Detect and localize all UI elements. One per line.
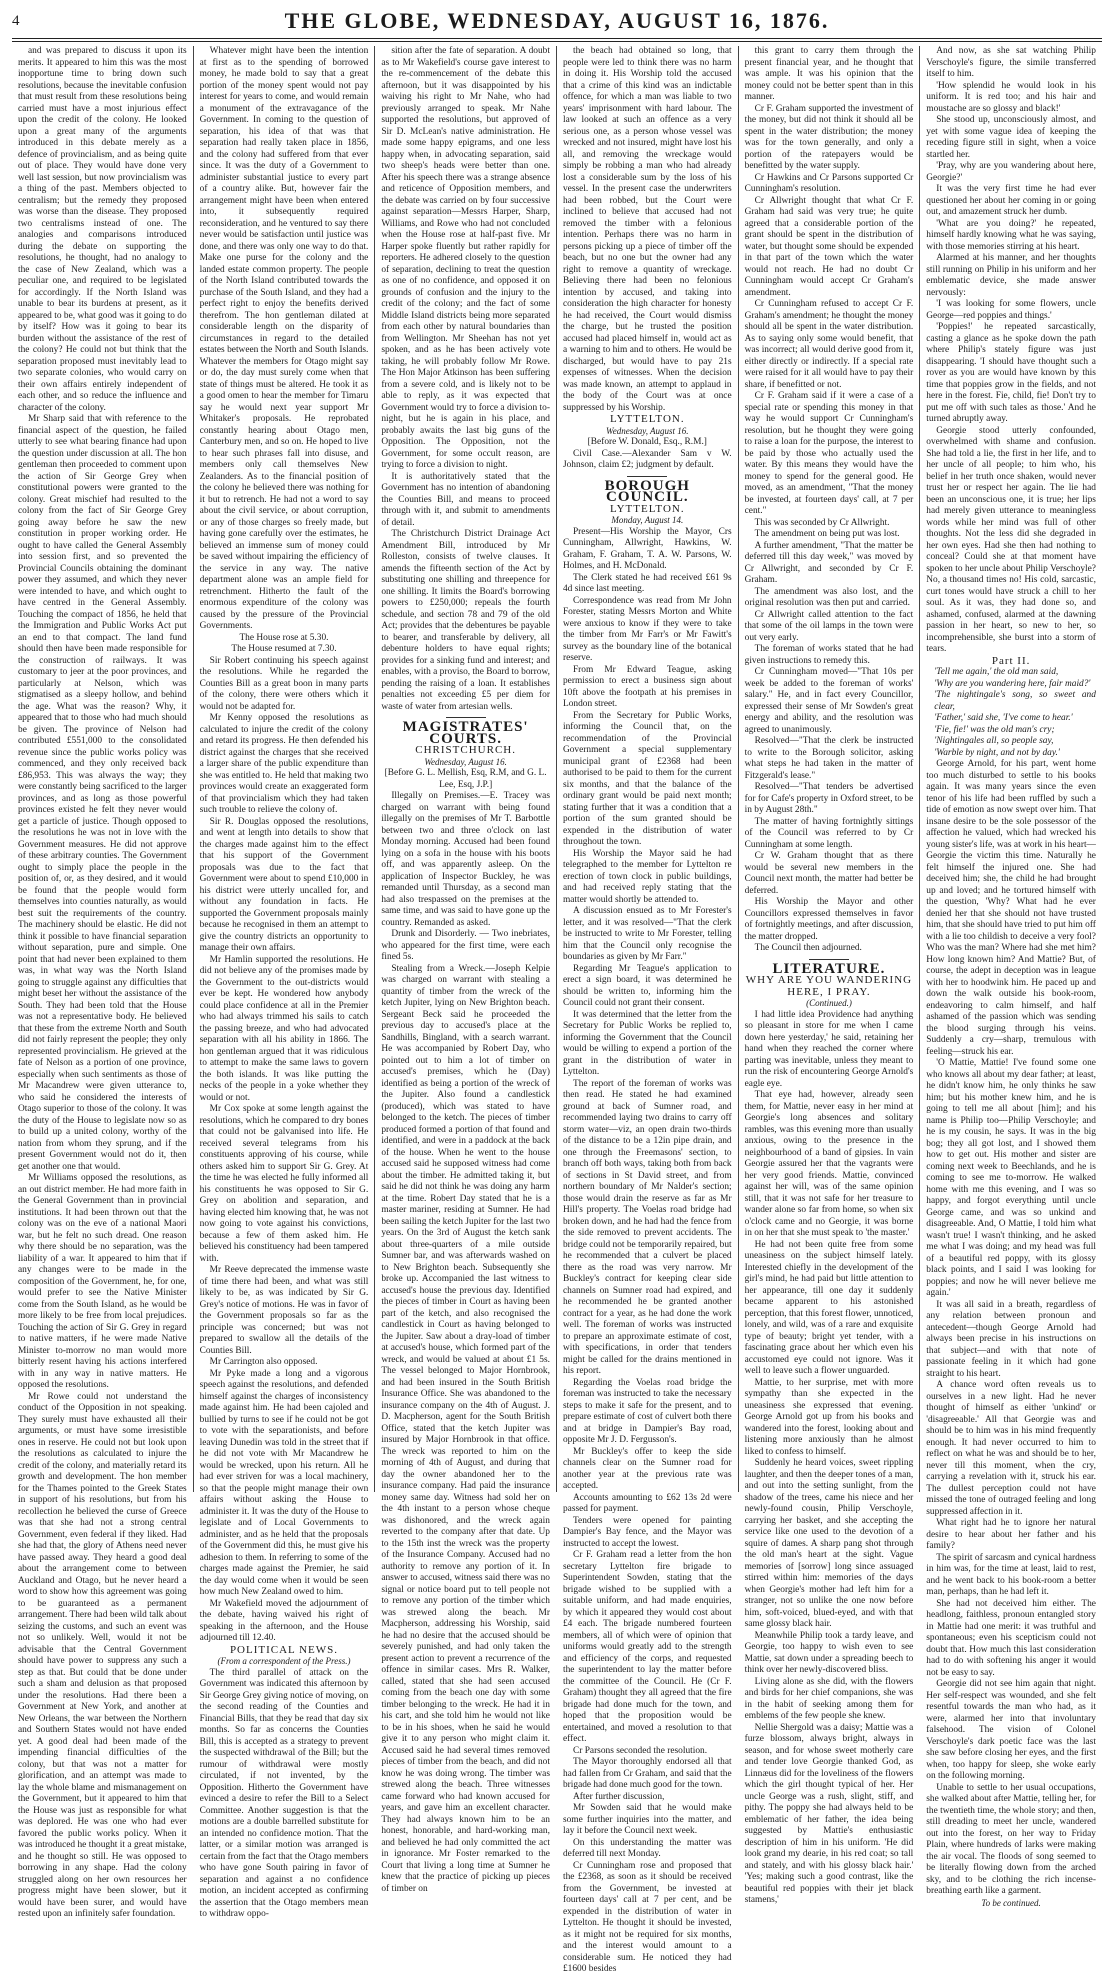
article-paragraph: He had not been quite free from some uneasiness on the subject himself lately. Interested chiefly in the development of the girl's mind, he had paid but little attention to her appearance, till one day it suddenly became apparent to his astonished perception, that this forest flower, unnoticed, lonely, and wild, was of a rare and exquisite type of beauty; bright yet tender, with a fascinating grace about her which even his accustomed eye could not ignore. Was it well to leave such a flower unguarded.	[744, 1239, 914, 1376]
article-paragraph: Whatever might have been the intention at first as to the spending of borrowed money, he made bold to say that a great portion of the money spent would not pay interest for years to come, and would remain a monument of the extravagance of the Government. In coming to the question of separation, his idea of that was that separation had really taken place in 1856, and the colony had suffered from that ever since. It was the duty of a Government to administer substantial justice to every part of a country alike. But, however fair the arrangement might have been when entered into, it subsequently required reconsideration, and he ventured to say there never would be satisfaction until justice was done, and there was only one way to do that. Make one purse for the colony and the landed estate common property. The people of the North Island contributed towards the purchase of the South Island, and they had a perfect right to enjoy the benefits derived therefrom. The hon gentleman dilated at considerable length on the disparity of circumstances in regard to the detailed estates between the North and South Islands. Whatever the members for Otago might say or do, the day must surely come when that state of things must be altered. He took it as a good omen to hear the member for Timaru say he would next year support Mr Whitaker's proposals. He reprobated constantly hearing about Otago men, Canterbury men, and so on. He hoped to live to hear such phrases fall into disuse, and members only call themselves New Zealanders. As to the financial position of the colony he believed there was nothing for it but to retrench. He had not a word to say about the civil service, or about corruption, or any of those charges so freely made, but having gone carefully over the estimates, he believed an immense sum of money could be saved without impairing the efficiency of the service in any way. The native department alone was an ample field for retrenchment. Hitherto the fault of the enormous expenditure of the colony was caused by the pressure of the Provincial Governments.	[199, 46, 369, 631]
dateline: Wednesday, August 16.	[424, 756, 507, 767]
article-paragraph: Sir R. Douglas opposed the resolutions, and went at length into details to show that the charges made against him to the effect that his support of the Government proposals was due to the fact that Government were about to spend £10,000 in his district were utterly uncalled for, and without any foundation in facts. He supported the Government proposals mainly because he recognised in them an attempt to give the country districts an opportunity to manage their own affairs.	[199, 816, 369, 953]
section-heading: LITERATURE.	[772, 960, 886, 977]
article-paragraph: Illegally on Premises.—E. Tracey was charged on warrant with being found illegally on the premises of Mr T. Barbottle between two and three o'clock on last Monday morning. Accused had been found lying on a sofa in the house with his boots off, and was apparently asleep. On the application of Inspector Buckley, he was remanded until Thursday, as a second man had also trespassed on the premises at the same time, and was said to have gone up the country. Remanded as asked.	[381, 791, 550, 928]
article-paragraph: The Council then adjourned.	[754, 943, 862, 953]
section-heading: BOROUGH COUNCIL.	[604, 477, 690, 505]
article-paragraph: From Mr Edward Teague, asking permission to erect a business sign about 10ft above the footpath at his premises in London street.	[562, 664, 732, 709]
article-paragraph: Living alone as she did, with the flowers and birds for her chief companions, she was in the habit of seeking among them for emblems of the few people she knew.	[744, 1676, 914, 1721]
article-paragraph: I had little idea Providence had anything so pleasant in store for me when I came down here yesterday,' he said, retaining her hand when they reached the corner where parting was inevitable, unless they meant to run the risk of encountering George Arnold's eagle eye.	[744, 1009, 914, 1089]
article-paragraph: The third parallel of attack on the Government was indicated this afternoon by Sir George Grey giving notice of moving, on the second reading of the Counties and Financial Bills, that they be read that day six months. So far as concerns the Counties Bill, this is accepted as a strategy to prevent the suspected withdrawal of the Bill; but the rumour of withdrawal were mostly circulated, if not invented, by the Opposition. Hitherto the Government have evinced a desire to refer the Bill to a Select Committee. Another suggestion is that the motions are a double barrelled substitute for an intended no confidence motion. That the latter, or a similar motion was arranged is certain from the fact that the Otago members who have gone South pairing in favor of separation and against a no confidence motion, an incident accepted as confirming the assertion that the Otago members mean to withdraw oppo-	[199, 1667, 369, 1919]
article-paragraph: 'Poppies!' he repeated sarcastically, casting a glance as he spoke down the path where Philip's stately figure was just disappearing. 'I should have thought such a rover as you are would have known by this time that poppies grow in the fields, and not here in the forest. Fie, child, fie! Don't try to put me off with such tales as those.' And he turned abruptly away.	[926, 322, 1096, 424]
article-paragraph: 'I was looking for some flowers, uncle George—red poppies and things.'	[926, 299, 1096, 321]
section-subheading: LYTTELTON.	[610, 413, 685, 425]
article-paragraph: The Clerk stated he had received £61 9s 4d since last meeting.	[562, 572, 732, 594]
article-paragraph: It was all said in a breath, regardless of any relation between pronoun and antecedent—though George Arnold had always been precise in his instructions on that subject—and with that note of passionate feeling in it which had gone straight to his heart.	[926, 1299, 1096, 1379]
article-paragraph: The amendment on being put was lost.	[754, 529, 900, 539]
article-paragraph: On this understanding the matter was deferred till next Monday.	[562, 1837, 732, 1859]
verse-line: 'Why are you wandering here, fair maid?'	[934, 678, 1091, 689]
section-subheading: LYTTELTON.	[610, 502, 685, 515]
article-paragraph: Cr Cunningham refused to accept Cr F. Graham's amendment; he thought the money should all be spent in the water distribution. As to saying only some would benefit, that was incorrect; all would derive good from it, either directly or indirectly. If a special rate were raised for it all would have to pay their share, if benefitted or not.	[744, 299, 914, 390]
section-subheading: CHRISTCHURCH.	[415, 744, 516, 756]
section-divider	[627, 476, 667, 477]
article-paragraph: What right had he to ignore her natural desire to hear about her father and his family?	[926, 1518, 1096, 1551]
article-paragraph: 'What are you doing?' he repeated, himself hardly knowing what he was saying, with those memories stirring at his heart.	[926, 218, 1096, 252]
article-paragraph: The amendment was also lost, and the original resolution was then put and carried.	[744, 586, 914, 608]
verse-line: 'The nightingale's song, so sweet and clear,	[934, 690, 1096, 712]
article-paragraph: 'How splendid he would look in his uniform. It is red too; and his hair and moustache are so glossy and black!'	[926, 80, 1096, 114]
article-paragraph: Mr Pyke made a long and a vigorous speech against the resolutions, and defended himself against the charges of inconsistency made against him. He had been cajoled and bullied by turns to see if he could not be got to vote with the separationists, and before leaving Dunedin was told in the street that if he did not vote with Mr Macandrew he would be wrecked, upon his return. All he had ever striven for was a local machinery, so that the people might manage their own affairs without asking the House to administer it. It was the duty of the House to legislate and of Local Governments to administer, and as he held that the proposals of the Government did this, he must give his adhesion to them. In referring to some of the charges made against the Premier, he said the day would come when it would be seen how much New Zealand owed to him.	[199, 1368, 369, 1597]
dateline: Monday, August 14.	[611, 515, 684, 525]
article-paragraph: The foreman of works stated that he had given instructions to remedy this.	[744, 644, 914, 666]
section-subheading: Part II.	[991, 654, 1031, 667]
article-paragraph: George Arnold, for his part, went home too much disturbed to settle to his books again. It was many years since the even tenor of his life had been ruffled by such a tide of emotion as now swept over him. That insane desire to be the sole possessor of the affection he valued, which had wrecked his young sister's life, was at work in his heart—Georgie the victim this time. Naturally he felt himself the injured one. She had deceived him; she, the child he had brought up and loved; and he tortured himself with the question, 'Why? What had he ever denied her that she should not have trusted him, that she should have tried to put him off with a lie too childish to deceive a very fool? Who was the man? Where had she met him? How long known him? And Mattie? But, of course, the adept in deception was in league with her to hoodwink him. He paced up and down the walk outside his book-room, endeavoring to calm himself, and half ashamed of the passion which was sending the blood surging through his veins. Suddenly a cry—sharp, tremulous with feeling—struck his ear.	[926, 759, 1096, 1057]
article-paragraph: Mr Williams opposed the resolutions, as an out district member. He had more faith in the General Government than in provincial institutions. It had been thrown out that the colony was on the eve of a national Maori war, but he felt no such dread. One reason why there should be no separation, was the liability of a war. It appeared to him that if any changes were to be made in the composition of the Government, he, for one, would prefer to see the Native Minister come from the South Island, as he would be more likely to be free from local prejudices. Touching the action of Sir G. Grey in regard to native matters, if he were made Native Minister to-morrow no man would more bitterly resent having his actions interfered with in any way in native matters. He opposed the resolutions.	[18, 1173, 187, 1390]
article-paragraph: She had not deceived him either. The headlong, faithless, pronoun entangled story in Mattie had one merit: it was truthful and spontaneous; even his scepticism could not doubt that. How much this last consideration had to do with softening his anger it would not be easy to say.	[926, 1598, 1096, 1678]
column-3	[375, 46, 557, 1894]
article-paragraph: Correspondence was read from Mr John Forester, stating Messrs Morton and White were anxious to know if they were to take the timber from Mr Farr's or Mr Fawitt's survey as the boundary line of the botanical reserve.	[562, 595, 732, 663]
article-paragraph: Mr Hamlin supported the resolutions. He did not believe any of the promises made by the Government to the out-districts would ever be kept. He wondered how anybody could place confidence at all in the Premier who had always trimmed his sails to catch the passing breeze, and who had advocated separation with all his ability in 1866. The hon gentleman argued that it was ridiculous to attempt to make the same laws to govern the both islands. It was like putting the necks of the people in a yoke whether they would or not.	[199, 954, 369, 1103]
centered-note: The House resumed at 7.30.	[231, 644, 337, 654]
dateline: (From a correspondent of the Press.)	[217, 1656, 351, 1666]
article-paragraph: 'O Mattie, Mattie! I've found some one who knows all about my dear father; at least, he didn't know him, he only thinks he saw him; but his mother knew him, and he is going to tell me all about [him]; and his name is Philip too—Philip Verschoyle; and he is my cousin, he says. It was in the big bog; they all got lost, and I showed them how to get out. His mother and sister are coming next week to Beechlands, and he is coming to see me to-morrow. He walked home with me this evening, and I was so happy, and forgot everything until uncle George came, and was so unkind and disagreeable. And, O Mattie, I told him what wasn't true! I wasn't thinking, and he asked me what I was doing; and my head was full of a beautiful red poppy, with its glossy black points, and I said I was looking for poppies; and now he will never believe me again.'	[926, 1058, 1096, 1298]
article-paragraph: Unable to settle to her usual occupations, she walked about after Mattie, telling her, for the twentieth time, the whole story; and then, still dreading to meet her uncle, wandered out into the forest, on her way to Friday Plain, where hundreds of larks were making the air vocal. The floods of song seemed to be literally flowing down from the arched sky, and to be clothing the rich incense-breathing earth like a garment.	[926, 1782, 1096, 1896]
article-paragraph: Cr F. Graham said if it were a case of a special rate or spending this money in that way he would support Cr Cunningham's resolution, but he thought they were going to raise a loan for the purpose, the interest to be paid by those who actually used the water. By this means they would have the money to spend for the general good. He moved, as an amendment, "That the money be invested, at fourteen days' call, at 7 per cent."	[744, 391, 914, 516]
article-paragraph: It is authoritatively stated that the Government has no intention of abandoning the Counties Bill, and means to proceed through with it, and submit to amendments of detail.	[381, 471, 550, 528]
article-paragraph: Georgie did not see him again that night. Her self-respect was wounded, and she felt resentful towards the man who had, as it were, alarmed her into that involuntary falsehood. The vision of Colonel Verschoyle's dark poetic face was the last she saw before closing her eyes, and the first when, too happy for sleep, she woke early on the following morning.	[926, 1679, 1096, 1781]
article-paragraph: Nellie Shergold was a daisy; Mattie was a furze blossom, always bright, always in season, and for whose sweet motherly care and tender love Georgie thanked God, as Linnæus did for the loveliness of the flowers which the girl thought typical of her. Her uncle George was a rush, slight, stiff, and pithy. The poppy she had always held to be emblematic of her father, the idea being suggested by Mattie's enthusiastic description of him in his uniform. 'He did look grand my dearie, in his red coat; so tall and stately, and with his glossy black hair.' 'Yes; making such a good contrast, like the beautiful red poppies with their jet black stamens,'	[744, 1722, 914, 1905]
page-number: 4	[12, 12, 20, 29]
article-paragraph: Cr W. Graham thought that as there would be several new members in the Council next month, the matter had better be deferred.	[744, 851, 914, 896]
article-paragraph: Cr F. Graham supported the investment of the money, but did not think it should all be spent in the water distribution; the money was for the town generally, and only a portion of the ratepayers would be benefitted by the water supply.	[744, 103, 914, 171]
verse-line: 'Tell me again,' the old man said,	[934, 667, 1059, 677]
newspaper-title: THE GLOBE, WEDNESDAY, AUGUST 16, 1876.	[284, 8, 830, 33]
dateline: (Continued.)	[806, 998, 852, 1008]
column-1	[12, 46, 194, 1919]
article-paragraph: Alarmed at his manner, and her thoughts still running on Philip in his uniform and her emblematic device, she made answer nervously:	[926, 253, 1096, 298]
article-paragraph: Mr Reeve deprecated the immense waste of time there had been, and what was still likely to be, as was indicated by Sir G. Grey's notice of motions. He was in favor of the Government proposals so far as the principle was concerned; but was not prepared to swallow all the details of the Counties Bill.	[199, 1265, 369, 1356]
article-paragraph: Cr Allwright called attention to the fact that some of the oil lamps in the town were out very early.	[744, 609, 914, 643]
section-subheading: WHY ARE YOU WANDERING HERE, I PRAY.	[745, 974, 913, 998]
article-paragraph: sition after the fate of separation. A doubt as to Mr Wakefield's course gave interest to the re-commencement of the debate this afternoon, but it was disappointed by his waiving his right to Mr Nahe, who had previously arranged to speak. Mr Nahe supported the resolutions, but approved of Sir D. McLean's native administration. He made some happy epigrams, and one less happy when, in advocating separation, said two sheep's heads were better than one. After his speech there was a strange absence and reticence of Opposition members, and the debate was carried on by four successive against separation—Messrs Harper, Sharp, Williams, and Rowe who had not concluded when the House rose at half-past five. Mr Harper spoke fluently but rather rapidly for reporters. He adhered closely to the question of separation, declining to treat the question as one of no confidence, and opposed it on grounds of confusion and the injury to the credit of the colony; and the fact of some Middle Island districts being more separated from each other by natural boundaries than from Wellington. Mr Sheehan has not yet spoken, and as he has been actively vote taking, he will probably follow Mr Rowe. The Hon Major Atkinson has been suffering from a severe cold, and is likely not to be able to reply, as it was expected that Government would try to force a division to-night, but he is again in his place, and probably awaits the last big guns of the Opposition. The Opposition, not the Government, for some occult reason, are trying to force a division to night.	[381, 46, 550, 470]
top-rule	[12, 38, 1102, 39]
article-paragraph: Cr Hawkins and Cr Parsons supported Cr Cunningham's resolution.	[744, 172, 914, 194]
article-paragraph: The Christchurch District Drainage Act Amendment Bill, introduced by Mr Rolleston, consists of twelve clauses. It amends the fifteenth section of the Act by substituting one shilling and threepence for one shilling. It limits the Board's borrowing powers to £250,000; repeals the fourth schedule, and section 78 and 79 of the old Act; provides that the debentures be payable to bearer, and transferable by delivery, all debenture holders to have equal rights; provides for a sinking fund and interest; and enables, with a proviso, the Board to borrow, pending the raising of a loan. It establishes penalties not exceeding £5 per diem for waste of water from artesian wells.	[381, 529, 550, 712]
article-paragraph: Stealing from a Wreck.—Joseph Kelpie was charged on warrant with stealing a quantity of timber from the wreck of the ketch Jupiter, lying on New Brighton beach. Sergeant Beck said he proceeded the previous day to accused's place at the Sandhills, Bingland, with a search warrant. He was accompanied by Robert Day, who pointed out to him a lot of timber on accused's premises, which he (Day) identified as being a portion of the wreck of the Jupiter. Also found a candlestick (produced), which was stated to have belonged to the ketch. The pieces of timber produced formed a portion of that found and identified, and were in a paddock at the back of the house. When he went to the house accused said he supposed witness had come about the timber. He admitted taking it, but said he did not think he was doing any harm at the time. Robert Day stated that he is a master mariner, residing at Sumner. He had been sailing the ketch Jupiter for the last two years. On the 3rd of August the ketch sank about three-quarters of a mile outside Sumner bar, and was afterwards washed on to New Brighton beach. Subsequently she broke up. Accompanied the last witness to accused's house the previous day. Identified the pieces of timber in Court as having been part of the ketch, and also recognised the candlestick in Court as having belonged to the Jupiter. Saw about a dray-load of timber at accused's house, which formed part of the wreck, and would be valued at about £1 5s. The vessel belonged to Major Hornbrook, and had been insured in the South British Insurance Office. She was abandoned to the insurance company on the 4th of August. J. D. Macpherson, agent for the South British Office, stated that the ketch Jupiter was insured by Major Hornbrook in that office. The wreck was reported to him on the morning of 4th of August, and during that day the owner abandoned her to the insurance company. Had paid the insurance money same day. Witness had sold her on the 4th instant to a person whose cheque was dishonored, and the wreck again reverted to the company after that date. Up to the 15th inst the wreck was the property of the Insurance Company. Accused had no authority to remove any portion of it. In answer to accused, witness said there was no signal or notice board put to tell people not to remove any portion of the timber which was strewed along the beach. Mr Macpherson, addressing his Worship, said he had no desire that the accused should be severely punished, and had only taken the present action to prevent a recurrence of the offence in similar cases. Mrs R. Walker, called, stated that she had seen accused coming from the beach one day with some timber belonging to the wreck. He had it in his cart, and she told him he would not like to be in his shoes, when he said he would give it to any person who might claim it. Accused said he had several times removed pieces of timber from the beach, and did not know he was doing wrong. The timber was strewed along the beach. Three witnesses came forward who had known accused for years, and gave him an excellent character. They had always known him to be an honest, honorable, and hard-working man, and believed he had only committed the act in ignorance. Mr Foster remarked to the Court that living a long time at Sumner he knew that the practice of picking up pieces of timber on	[381, 963, 550, 1894]
verse-line: 'Warble by night, and not by day.'	[934, 747, 1060, 758]
column-2	[194, 46, 376, 1919]
article-paragraph: Cr Cunningham rose and proposed that the £2368, as soon as it should be received from the Government, be invested at fourteen days' call at 7 per cent, and be expended in the distribution of water in Lyttelton. He thought it should be invested, as it might not be required for six months, and the interest would amount to a considerable sum. He noticed they had £1600 besides	[562, 1860, 732, 1974]
newspaper-columns	[12, 46, 1102, 1974]
column-5	[739, 46, 921, 1905]
article-paragraph: His Worship the Mayor and other Councillors expressed themselves in favor of fortnightly meetings, and after discussion, the matter dropped.	[744, 897, 914, 942]
article-paragraph: Cr Cunningham moved—"That 10s per week be added to the foreman of works' salary." He, and in fact every Councillor, expressed their sense of Mr Sowden's great energy and ability, and the resolution was agreed to unanimously.	[744, 667, 914, 735]
verse-line: 'Father,' said she, 'I've come to hear.'	[934, 713, 1073, 723]
section-subheading: POLITICAL NEWS.	[229, 1643, 339, 1656]
article-paragraph: A further amendment, "That the matter be deferred till this day week," was moved by Cr Allwright, and seconded by Cr F. Graham.	[744, 540, 914, 585]
article-paragraph: Mr Wakefield moved the adjournment of the debate, having waived his right of speaking in the afternoon, and the House adjourned till 12.40.	[199, 1598, 369, 1643]
article-paragraph: Sir Robert continuing his speech against the resolutions. While he regarded the Counties Bill as a great boon in many parts of the colony, there were others which it would not be adapted for.	[199, 655, 369, 712]
article-paragraph: It was determined that the letter from the Secretary for Public Works be replied to, informing the Government that the Council would be willing to expend a portion of the grant in the distribution of water in Lyttelton.	[562, 1009, 732, 1077]
masthead	[12, 6, 1102, 36]
article-paragraph: She stood up, unconsciously almost, and yet with some vague idea of keeping the receding figure still in sight, when a voice startled her.	[926, 115, 1096, 160]
dateline: Wednesday, August 16.	[606, 425, 689, 436]
article-paragraph: the beach had obtained so long, that people were led to think there was no harm in doing it. His Worship told the accused that a crime of this kind was an indictable offence, for which a man was liable to two years' imprisonment with hard labour. The law looked at such an offence as a very serious one, as a person whose vessel was wrecked and not insured, might have lost his all, and removing the wreckage would simply be robbing a man who had already lost a considerable sum by the loss of his vessel. In the present case the underwriters had been robbed, but the Court were inclined to believe that accused had not removed the timber with a felonious intention. Perhaps there was no harm in persons picking up a piece of timber off the beach, but no one but the owner had any right to remove a quantity of wreckage. Believing there had been no felonious intention by accused, and taking into consideration the high character for honesty he had received, the Court would dismiss the charge, but he trusted the position accused had placed himself in, would act as a warning to him and to others. He would be discharged, but would have to pay 21s expenses of witnesses. When the decision was made known, an attempt to applaud in the body of the Court was at once suppressed by his Worship.	[562, 46, 732, 413]
section-divider	[809, 959, 849, 960]
article-paragraph: Mr Buckley's offer to keep the side channels clear on the Sumner road for another year at the previous rate was accepted.	[562, 1446, 732, 1491]
verse-line: 'Fie, fie!' was the old man's cry;	[934, 724, 1055, 735]
article-paragraph: And now, as she sat watching Philip Verschoyle's figure, the simile transferred itself to him.	[926, 46, 1096, 79]
article-paragraph: Resolved—"That the clerk be instructed to write to the Borough solicitor, asking what steps he had taken in the matter of Fitzgerald's lease."	[744, 736, 914, 781]
article-paragraph: Cr F. Graham read a letter from the hon secretary Lyttelton fire brigade to Superintendent Sowden, stating that the brigade wished to be supplied with a suitable uniform, and had made enquiries, by which it appeared they would cost about £4 each. The brigade numbered fourteen members, all of which were of opinion that uniforms would greatly add to the strength and efficiency of the corps, and requested the superintendent to lay the matter before the committee of the Council. He (Cr F. Graham) thought they all agreed that the fire brigade had done much for the town, and hoped that the proposition would be entertained, and moved a resolution to that effect.	[562, 1550, 732, 1744]
centered-note: [Before G. L. Mellish, Esq, R.M, and G. L. Lee, Esq, J.P.]	[384, 768, 547, 790]
centered-note: [Before W. Donald, Esq., R.M.]	[587, 437, 707, 447]
article-paragraph: Cr Parsons seconded the resolution.	[572, 1745, 708, 1756]
article-paragraph: That eye had, however, already seen them, for Mattie, never easy in her mind at Georgie's long absences and solitary rambles, was this evening more than usually anxious, owing to the presence in the neighbourhood of a band of gipsies. In vain Georgie assured her that the vagrants were her very good friends. Mattie, convinced against her will, was of the same opinion still, that it was not safe for her treasure to wander alone so far from home, so when six o'clock came and no Georgie, it was borne in on her that she must speak to 'the master.'	[744, 1090, 914, 1238]
article-paragraph: His Worship the Mayor said he had telegraphed to the member for Lyttelton re erection of town clock in public buildings, and had received reply stating that the matter would shortly be attended to.	[562, 848, 732, 905]
article-paragraph: Meanwhile Philip took a tardy leave, and Georgie, too happy to wish even to see Mattie, sat down under a spreading beech to think over her newly-discovered bliss.	[744, 1630, 914, 1675]
article-paragraph: A discussion ensued as to Mr Forester's letter, and it was resolved—"That the clerk be instructed to write to Mr Forester, telling him that the Council only recognise the boundaries as given by Mr Farr."	[562, 906, 732, 962]
article-paragraph: It was the very first time he had ever questioned her about her coming in or going out, and amazement struck her dumb.	[926, 184, 1096, 217]
article-paragraph: After further discussion,	[572, 1791, 665, 1802]
verse-line: 'Nightingales all, so people say,	[934, 736, 1054, 746]
article-paragraph: Present—His Worship the Mayor, Crs Cunningham, Allwright, Hawkins, W. Graham, F. Graham, T. A. W. Parsons, W. Holmes, and H. McDonald.	[562, 526, 732, 571]
article-paragraph: This was seconded by Cr Allwright.	[754, 517, 890, 528]
centered-note: The House rose at 5.30.	[239, 632, 329, 643]
article-paragraph: Suddenly he heard voices, sweet rippling laughter, and then the deeper tones of a man, and out into the setting sunlight, from the shadow of the trees, came his niece and her newly-found cousin, Philip Verschoyle, carrying her basket, and she accepting the service like one used to the devotion of a squire of dames. A sharp pang shot through the old man's heart at the sight. Vague memories of [sorrow] long since assuaged stirred within him: memories of the days when Georgie's mother had left him for a stranger, not so unlike the one now before him, soft-voiced, blued-eyed, and with that same glossy black hair.	[744, 1458, 914, 1629]
article-paragraph: Mr Carrington also opposed.	[209, 1357, 318, 1367]
section-heading: MAGISTRATES' COURTS.	[402, 719, 529, 747]
article-paragraph: Drunk and Disorderly. — Two inebriates, who appeared for the first time, were each fined 5s.	[381, 929, 550, 962]
article-paragraph: Regarding Mr Teague's application to erect a sign board, it was determined he should be written to, informing him the Council could not grant their consent.	[562, 963, 732, 1008]
article-paragraph: The spirit of sarcasm and cynical hardness in him was, for the time at least, laid to rest, and he went back to his book-room a better man, perhaps, than he had left it.	[926, 1552, 1096, 1597]
article-paragraph: The Mayor thoroughly endorsed all that had fallen from Cr Graham, and said that the brigade had done much good for the town.	[562, 1757, 732, 1790]
dateline: To be continued.	[981, 1897, 1041, 1908]
column-6	[920, 46, 1102, 1908]
article-paragraph: 'Pray, why are you wandering about here, Georgie?'	[926, 161, 1096, 183]
article-paragraph: Mr Cox spoke at some length against the resolutions, which he compared to dry bones that could not be galvanised into life. He received several telegrams from his constituents approving of his course, while others asked him to support Sir G. Grey. At the time he was elected he fully informed all his constituents he was opposed to Sir G. Grey on abolition and separation, and having elected him knowing that, he was not now going to vote against his convictions, because a few of them asked him. He believed his constituency had been tampered with.	[199, 1104, 369, 1264]
column-4	[557, 46, 739, 1974]
article-paragraph: The matter of having fortnightly sittings of the Council was referred to by Cr Cunningham at some length.	[744, 816, 914, 850]
article-paragraph: Mr Sowden said that he would make some further inquiries into the matter, and lay it before the Council next week.	[562, 1803, 732, 1836]
top-rule-double	[12, 41, 1102, 42]
article-paragraph: Tenders were opened for painting Dampier's Bay fence, and the Mayor was instructed to accept the lowest.	[562, 1515, 732, 1549]
article-paragraph: The report of the foreman of works was then read. He stated he had examined ground at back of Sumner road, and recommended laying two drains to carry off storm water—viz, an open drain two-thirds of the distance to be a 12in pipe drain, and one through the Freemasons' section, to branch off both ways, taking both from back of sections in St David street, and from northern boundary of Mr Nalder's section; those would drain the reserve as far as Mr Hill's property. The Voelas road bridge had broken down, and he had had the fence from the side removed to prevent accidents. The bridge could not be temporarily repaired, but he recommended that a culvert be placed there as the road was very narrow. Mr Buckley's contract for keeping clear side channels on Sumner road had expired, and he recommended he be granted another contract for a year, as he had done the work well. The foreman of works was instructed to prepare an approximate estimate of cost, with specifications, in order that tenders might be called for the drains mentioned in his report.	[562, 1078, 732, 1376]
article-paragraph: and was prepared to discuss it upon its merits. It appeared to him this was the most inopportune time to bring down such resolutions, because the inevitable confusion that must result from these resolutions being carried must have a most injurious effect upon the credit of the colony. He looked upon a great many of the arguments introduced in this debate merely as a defence of provincialism, and as being quite out of place. They would have done very well last session, but now provincialism was a thing of the past. Members objected to centralism; but the remedy they proposed was worse than the disease. They proposed two centralisms instead of one. The analogies and comparisons introduced during the debate on supporting the resolutions, he thought, had no analogy to the case of New Zealand, which was a peculiar one, and required to be legislated for accordingly. If the North Island was unable to bear its burdens at present, as it appeared to be, what good was it going to do by itself? How was it going to bear its burden without the assistance of the rest of the colony? He could not but think that the separation proposed must inevitably lead to two separate colonies, who would carry on their own affairs entirely independent of each other, and so reduce the influence and character of the colony.	[18, 46, 187, 413]
article-paragraph: Accounts amounting to £62 13s 2d were passed for payment.	[562, 1492, 732, 1514]
article-paragraph: Cr Allwright thought that what Cr F. Graham had said was very true; he quite agreed that a considerable portion of the grant should be spent in the distribution of water, but thought some should be expended in that part of the town which the water would not reach. He had no doubt Cr Cunningham would accept Cr Graham's amendment.	[744, 195, 914, 298]
section-divider	[446, 717, 486, 718]
article-paragraph: Mattie, to her surprise, met with more sympathy than she expected in the uneasiness she expressed that evening. George Arnold got up from his books and wandered into the forest, looking about and listening more anxiously than he almost liked to confess to himself.	[744, 1377, 914, 1457]
article-paragraph: Mr Kenny opposed the resolutions as calculated to injure the credit of the colony and retard its progress. He then defended his district against the charges that she received a larger share of the public expenditure than she was entitled to. He held that making two provinces would create an exaggerated form of that provincialism which they had taken such trouble to relieve the colony of.	[199, 713, 369, 815]
article-paragraph: Resolved—"That tenders be advertised for for Cafe's property in Oxford street, to be in by August 28th."	[744, 782, 914, 815]
article-paragraph: A chance word often reveals us to ourselves in a new light. Had he never thought of himself as either 'unkind' or 'disagreeable.' All that Georgie was and should be to him was in his mind frequently enough. It had never occurred to him to reflect on what he was and should be to her, never till this moment, when the cry, carrying a revelation with it, struck his ear. The dullest perception could not have missed the tone of outraged feeling and long suppressed affection in it.	[926, 1380, 1096, 1517]
article-paragraph: Mr Rowe could not understand the conduct of the Opposition in not speaking. They surely must have exhausted all their arguments, or must have some irresistible ones in reserve. He could not but look upon the resolutions as calculated to injure the credit of the colony, and materially retard its growth and development. The hon member for the Thames pointed to the Greek States in support of his resolutions, but from his recollection he believed the curse of Greece was that she had not a strong central Government, even federal if they liked. Had she had that, the glory of Athens need never have passed away. They heard a good deal about the arrangement come to between Auckland and Otago, but he never heard a word to show how this agreement was going to be guaranteed as a permanent arrangement. There had been wild talk about seizing the customs, and such an event was not so unlikely. Well, would it not be advisable that the Central Government should have power to suppress any such a step as that. But could that be done under such a sham and delusion as that proposed under the resolutions. Had there been a Government at New York, and another at New Orleans, the war between the Northern and Southern States would not have ended yet. A good deal had been made of the impending financial difficulties of the colony, but that was not a matter for glorification, and an attempt was made to lay the whole blame and mismanagement on the Government, but it appeared to him that the House was just as responsible for what was deplored. He was one who had ever favored the public works policy. When it was introduced he thought it a great mistake, and he thought so still. He was opposed to borrowing in any shape. Had the colony struggled along on her own resources her progress might have been slower, but it would have been surer, and would have rested upon an infinitely safer foundation.	[18, 1391, 187, 1919]
article-paragraph: From the Secretary for Public Works, informing the Council that, on the recommendation of the Provincial Government a special supplementary municipal grant of £2368 had been authorised to be paid to them for the current six months, and that the balance of the ordinary grant would be paid next month; stating further that it was a condition that a portion of the sum granted should be expended in the distribution of water throughout the town.	[562, 710, 732, 847]
article-paragraph: Regarding the Voelas road bridge the foreman was instructed to take the necessary steps to make it safe for the present, and to prepare estimate of cost of culvert both there and at bridge in Dampier's Bay road, opposite Mr J. D. Fergusson's.	[562, 1377, 732, 1445]
article-paragraph: Mr Sharp said that with reference to the financial aspect of the question, he failed utterly to see what bearing finance had upon the question under discussion at all. The hon gentleman then proceeded to comment upon the action of Sir George Grey when constitutional powers were granted to the colony. Great mischief had resulted to the colony from the fact of Sir George Grey going away before he saw the new constitution in proper working order. He ought to have called the General Assembly into session first, and so prevented the Provincial Councils obtaining the dominant power they assumed, and which they never were intended to have, and which ought to have centred in the General Assembly. Touching the compact of 1856, he held that the Immigration and Public Works Act put an end to that compact. The land fund should then have been made responsible for the construction of railways. It was customary to jeer at the poor provinces, and particularly at Nelson, which was stigmatised as a sleepy hollow, and behind the age. What was the reason? Why, it appeared that to those who had much should be given. The province of Nelson had contributed £551,000 to the consolidated revenue since the public works policy was commenced, and they only received back £86,953. This was always the way; they were constantly being sacrificed to the larger provinces, and as long as those powerful provinces existed he felt they never would get a particle of justice. Though opposed to the resolutions he was not in love with the Government measures. He did not approve of these arbitrary counties. The Government ought to simply place the people in the position of, or, as they desired, and it would be found that the people would form themselves into counties naturally, as would best suit the requirements of the country. The machinery should be elastic. He did not think it possible to have financial separation without separation, pure and simple. One point that had never been explained to them was, in what way was the North Island going to struggle against any difficulties that might beset her without the assistance of the South. They had been told that the House was not a representative body. He believed that these from the extreme North and South did not fairly represent the people; they only represented provincialism. He grieved at the fate of Nelson as a portion of one province, especially when such sentiments as those of Mr Macandrew were given utterance to, who said he considered the interests of Otago superior to those of the colony. It was the duty of the House to legislate now so as to build up a united colony, worthy of the nation from whom they sprung, and if the present Government would not do it, then get another one that would.	[18, 414, 187, 1172]
article-paragraph: Civil Case.—Alexander Sam v W. Johnson, claim £2; judgment by default.	[562, 448, 732, 470]
article-paragraph: Georgie stood utterly confounded, overwhelmed with shame and confusion. She had told a lie, the first in her life, and to her uncle of all people; to him who, his belief in her truth once shaken, would never trust her or respect her again. The lie had been an unconscious one, it is true; her lips had merely given utterance to meaningless words while her mind was full of other thoughts. Not the less did she degraded in her own eyes. Had she then had nothing to conceal? Could she at that moment have spoken to her uncle about Philip Verschoyle? No, a thousand times no! His cold, sarcastic, curt tones would have struck a chill to her soul. As it was, they had done so, and ashamed, confused, alarmed at the dawning passion in her heart, so new to her, so incomprehensible, she burst into a storm of tears.	[926, 425, 1096, 654]
article-paragraph: this grant to carry them through the present financial year, and he thought that was ample. It was his opinion that the money could not be better spent than in this manner.	[744, 46, 914, 102]
